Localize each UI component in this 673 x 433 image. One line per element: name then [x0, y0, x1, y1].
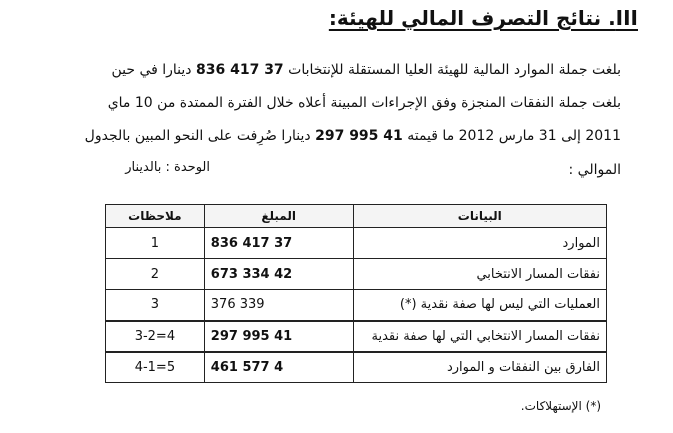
row-note: 1 [106, 228, 205, 259]
table-row [106, 290, 607, 321]
paragraph-line-4: الموالي : [568, 162, 621, 178]
section-heading: III. نتائج التصرف المالي للهيئة: [328, 6, 638, 30]
header-amount: المبلغ [204, 205, 353, 228]
footnote: (*) الإستهلاكات. [520, 399, 601, 413]
row-note: 3-2=4 [106, 321, 205, 352]
total-resources-number: 836 417 37 [196, 62, 284, 78]
row-amount: 836 417 37 [204, 228, 353, 259]
table-row [106, 352, 607, 383]
row-note: 3 [106, 290, 205, 321]
row-note: 4-1=5 [106, 352, 205, 383]
header-notes: ملاحظات [106, 205, 205, 228]
paragraph-text: بلغت جملة الموارد المالية للهيئة العليا المستقلة للإنتخابات [283, 62, 621, 78]
table-header-row [106, 205, 607, 228]
row-description: الموارد [353, 228, 606, 259]
paragraph-text: دينارا في حين [111, 62, 196, 78]
row-description: العمليات التي ليس لها صفة نقدية (*) [353, 290, 606, 321]
paragraph-text: 2011 إلى 31 مارس 2012 ما قيمته [402, 128, 621, 144]
paragraph-line-1 [14, 62, 621, 78]
row-amount: 297 995 41 [204, 321, 353, 352]
table-row [106, 321, 607, 352]
paragraph-line-2: بلغت جملة النفقات المنجزة وفق الإجراءات المبينة أعلاه خلال الفترة الممتدة من 10 ماي [107, 95, 621, 111]
row-note: 2 [106, 259, 205, 290]
header-description: البيانات [353, 205, 606, 228]
row-description: نفقات المسار الانتخابي [353, 259, 606, 290]
total-expenses-number: 297 995 41 [315, 128, 403, 144]
row-description: نفقات المسار الانتخابي التي لها صفة نقدية [353, 321, 606, 352]
table-row [106, 259, 607, 290]
table-row [106, 228, 607, 259]
paragraph-line-3 [14, 128, 621, 144]
row-amount: 376 339 [204, 290, 353, 321]
row-description: الفارق بين النفقات و الموارد [353, 352, 606, 383]
unit-label: الوحدة : بالدينار [125, 160, 210, 175]
row-amount: 461 577 4 [204, 352, 353, 383]
financial-results-table [105, 204, 607, 383]
paragraph-text: دينارا صُرِفت على النحو المبين بالجدول [84, 128, 316, 144]
row-amount: 673 334 42 [204, 259, 353, 290]
